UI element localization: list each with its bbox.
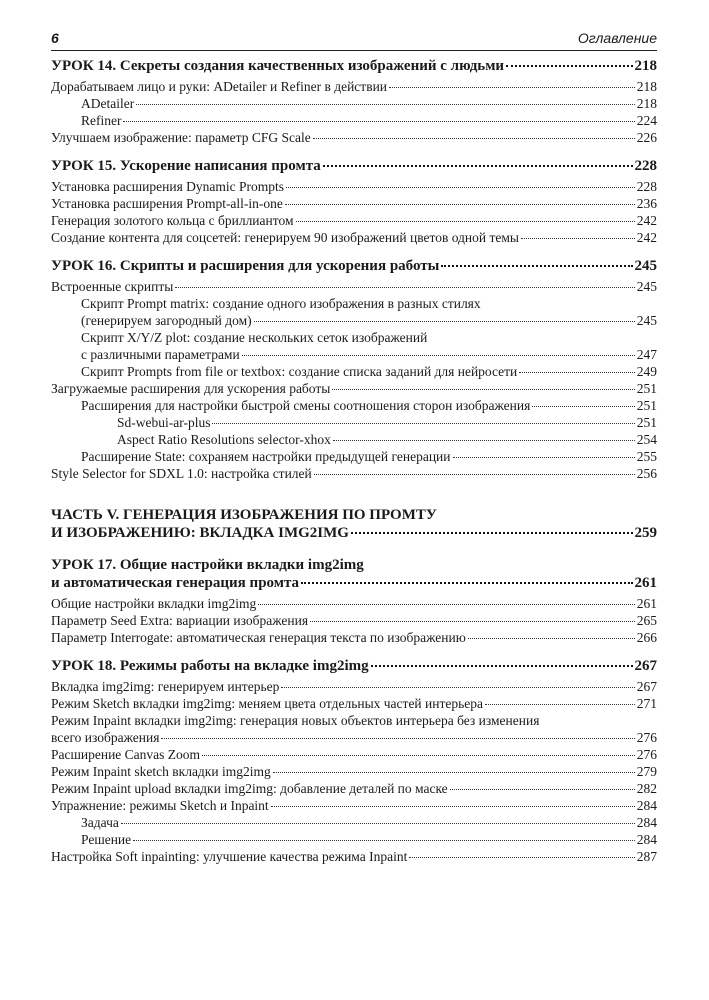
toc-entry xyxy=(51,612,657,629)
page-header xyxy=(51,30,657,50)
toc-entry-text: Параметр Seed Extra: вариации изображения xyxy=(51,613,309,628)
toc-entry-page: 256 xyxy=(636,466,657,481)
toc-entry-text: (генерируем загородный дом) xyxy=(81,313,252,328)
dot-leader xyxy=(333,440,635,441)
lesson-heading-entry-page: 218 xyxy=(634,58,657,74)
lesson-heading-entry-text: УРОК 18. Режимы работы на вкладке img2img xyxy=(51,658,369,674)
toc-entry-page: 254 xyxy=(636,432,657,447)
dot-leader xyxy=(506,65,632,67)
toc-entry-text: Refiner xyxy=(81,113,122,128)
toc-entry xyxy=(51,178,657,195)
dot-leader xyxy=(313,138,635,139)
dot-leader xyxy=(296,221,635,222)
toc-entry xyxy=(51,431,657,448)
dot-leader xyxy=(123,121,634,122)
lesson-heading xyxy=(51,657,657,675)
toc-entry xyxy=(51,278,657,295)
dot-leader xyxy=(521,238,635,239)
toc-entry xyxy=(51,397,657,414)
part-heading xyxy=(51,506,657,542)
toc-entry-text: Скрипт Prompts from file or textbox: создание списка заданий для нейросети xyxy=(81,364,518,379)
lesson-heading-entry xyxy=(51,257,657,275)
dot-leader xyxy=(212,423,634,424)
lesson-heading-entry-page: 261 xyxy=(634,575,657,591)
lesson-heading xyxy=(51,556,657,592)
toc-entry-text: с различными параметрами xyxy=(81,347,240,362)
toc-lesson xyxy=(51,57,657,146)
toc-entry-text: Задача xyxy=(81,815,119,830)
dot-leader xyxy=(323,165,633,167)
toc-entry-page: 245 xyxy=(636,313,657,328)
toc-entry-page: 261 xyxy=(636,596,657,611)
toc-entry-page: 249 xyxy=(636,364,657,379)
toc-lesson xyxy=(51,257,657,482)
toc-entry-page: 276 xyxy=(636,730,657,745)
toc-entry xyxy=(51,678,657,695)
toc-entry xyxy=(51,448,657,465)
toc-entry xyxy=(51,380,657,397)
lesson-heading-entry xyxy=(51,574,657,592)
toc-entry xyxy=(51,229,657,246)
toc-entry-text: Настройка Soft inpainting: улучшение качества режима Inpaint xyxy=(51,849,408,864)
toc-entry-text: Режим Inpaint sketch вкладки img2img xyxy=(51,764,271,779)
part-heading-entry-text: И ИЗОБРАЖЕНИЮ: ВКЛАДКА IMG2IMG xyxy=(51,525,349,541)
toc-entry xyxy=(51,346,657,363)
toc-entry-text: всего изображения xyxy=(51,730,160,745)
lesson-heading xyxy=(51,157,657,175)
part-heading-entry-page: 259 xyxy=(634,525,657,541)
dot-leader xyxy=(332,389,634,390)
toc-entry xyxy=(51,465,657,482)
toc-entry-page: 251 xyxy=(636,415,657,430)
lesson-heading-entry-page: 228 xyxy=(634,158,657,174)
dot-leader xyxy=(468,638,635,639)
toc-entry-page: 284 xyxy=(636,815,657,830)
toc-entry-text: Режим Sketch вкладки img2img: меняем цвета отдельных частей интерьера xyxy=(51,696,484,711)
part-heading-entry xyxy=(51,524,657,542)
dot-leader xyxy=(254,321,635,322)
lesson-heading-entry-page: 267 xyxy=(634,658,657,674)
toc-entry-page: 284 xyxy=(636,832,657,847)
toc-entry-page: 224 xyxy=(636,113,657,128)
toc-part xyxy=(51,506,657,542)
lesson-heading-entry xyxy=(51,57,657,75)
toc-entry-page: 218 xyxy=(636,79,657,94)
toc-entry-text: Решение xyxy=(81,832,132,847)
dot-leader xyxy=(409,857,634,858)
dot-leader xyxy=(450,789,635,790)
toc-entry-page: 228 xyxy=(636,179,657,194)
toc-entry-text: Загружаемые расширения для ускорения работы xyxy=(51,381,331,396)
dot-leader xyxy=(136,104,635,105)
toc-entry-text: Расширение Canvas Zoom xyxy=(51,747,201,762)
toc-entry-text: Улучшаем изображение: параметр CFG Scale xyxy=(51,130,311,145)
toc-entry xyxy=(51,763,657,780)
toc-entry-text: Режим Inpaint upload вкладки img2img: добавление деталей по маске xyxy=(51,781,448,796)
lesson-heading-entry xyxy=(51,157,657,175)
toc-entry-line: Скрипт X/Y/Z plot: создание нескольких сеток изображений xyxy=(81,330,428,345)
dot-leader xyxy=(175,287,634,288)
toc-entry-page: 218 xyxy=(636,96,657,111)
dot-leader xyxy=(271,806,635,807)
dot-leader xyxy=(453,457,635,458)
toc-entry-text: Style Selector for SDXL 1.0: настройка стилей xyxy=(51,466,312,481)
dot-leader xyxy=(519,372,634,373)
toc-entry-text: Установка расширения Dynamic Prompts xyxy=(51,179,285,194)
header-rule xyxy=(51,50,657,51)
toc-entry-text: ADetailer xyxy=(81,96,135,111)
dot-leader xyxy=(301,582,632,584)
toc-entry-text: Создание контента для соцсетей: генерируем 90 изображений цветов одной темы xyxy=(51,230,520,245)
dot-leader xyxy=(532,406,634,407)
toc-entry-page: 245 xyxy=(636,279,657,294)
toc-entry-text: Установка расширения Prompt-all-in-one xyxy=(51,196,283,211)
toc-entry-text: Расширения для настройки быстрой смены соотношения сторон изображения xyxy=(81,398,531,413)
toc-entry-page: 284 xyxy=(636,798,657,813)
toc-entry xyxy=(51,363,657,380)
toc-entry xyxy=(51,797,657,814)
lesson-heading-entry-text: УРОК 14. Секреты создания качественных изображений с людьми xyxy=(51,58,505,74)
toc-entry-text: Встроенные скрипты xyxy=(51,279,174,294)
toc-entry xyxy=(51,848,657,865)
dot-leader xyxy=(389,87,635,88)
toc-entry-page: 282 xyxy=(636,781,657,796)
toc-entry-text: Расширение State: сохраняем настройки предыдущей генерации xyxy=(81,449,451,464)
dot-leader xyxy=(202,755,635,756)
toc-entry-text: Aspect Ratio Resolutions selector-xhox xyxy=(117,432,331,447)
toc-entry-page: 242 xyxy=(636,213,657,228)
toc-entry-page: 251 xyxy=(636,381,657,396)
dot-leader xyxy=(242,355,635,356)
toc-entry-page: 236 xyxy=(636,196,657,211)
toc-entry xyxy=(51,212,657,229)
toc-entry-page: 271 xyxy=(636,696,657,711)
toc-entry-page: 287 xyxy=(636,849,657,864)
toc-entry-page: 251 xyxy=(636,398,657,413)
toc-entry xyxy=(51,729,657,746)
dot-leader xyxy=(258,604,635,605)
dot-leader xyxy=(441,265,632,267)
toc-entry xyxy=(51,312,657,329)
toc-entry-page: 247 xyxy=(636,347,657,362)
lesson-heading-entry-text: УРОК 15. Ускорение написания промта xyxy=(51,158,321,174)
toc-entry-text: Дорабатываем лицо и руки: ADetailer и Refiner в действии xyxy=(51,79,388,94)
page-number: 6 xyxy=(51,30,59,46)
toc-entry-line: Режим Inpaint вкладки img2img: генерация новых объектов интерьера без изменения xyxy=(51,713,540,728)
toc-entry-text: Упражнение: режимы Sketch и Inpaint xyxy=(51,798,269,813)
dot-leader xyxy=(285,204,635,205)
toc-lesson xyxy=(51,157,657,246)
toc-entry xyxy=(51,595,657,612)
dot-leader xyxy=(286,187,635,188)
toc-entry-text: Параметр Interrogate: автоматическая генерация текста по изображению xyxy=(51,630,466,645)
toc-entry-text: Sd-webui-ar-plus xyxy=(117,415,211,430)
toc-entry xyxy=(51,95,657,112)
toc-entry-page: 226 xyxy=(636,130,657,145)
toc-entry-line: Скрипт Prompt matrix: создание одного изображения в разных стилях xyxy=(81,296,481,311)
toc-lesson xyxy=(51,657,657,865)
dot-leader xyxy=(281,687,634,688)
toc-entry-text: Общие настройки вкладки img2img xyxy=(51,596,257,611)
dot-leader xyxy=(314,474,635,475)
toc-entry-page: 279 xyxy=(636,764,657,779)
toc-entry xyxy=(51,629,657,646)
dot-leader xyxy=(310,621,635,622)
dot-leader xyxy=(351,532,633,534)
dot-leader xyxy=(273,772,635,773)
lesson-heading-entry xyxy=(51,657,657,675)
toc-entry xyxy=(51,78,657,95)
dot-leader xyxy=(133,840,635,841)
dot-leader xyxy=(161,738,634,739)
toc-lesson xyxy=(51,556,657,646)
table-of-contents xyxy=(51,57,657,876)
lesson-heading xyxy=(51,57,657,75)
lesson-heading-entry-page: 245 xyxy=(634,258,657,274)
dot-leader xyxy=(121,823,635,824)
toc-entry-page: 276 xyxy=(636,747,657,762)
lesson-heading xyxy=(51,257,657,275)
toc-entry-page: 242 xyxy=(636,230,657,245)
toc-entry xyxy=(51,746,657,763)
lesson-heading-line: УРОК 17. Общие настройки вкладки img2img xyxy=(51,557,364,573)
toc-entry-page: 265 xyxy=(636,613,657,628)
lesson-heading-entry-text: УРОК 16. Скрипты и расширения для ускорения работы xyxy=(51,258,440,274)
toc-entry xyxy=(51,695,657,712)
toc-entry xyxy=(51,112,657,129)
toc-entry xyxy=(51,414,657,431)
lesson-heading-entry-text: и автоматическая генерация промта xyxy=(51,575,300,591)
part-heading-line: ЧАСТЬ V. ГЕНЕРАЦИЯ ИЗОБРАЖЕНИЯ ПО ПРОМТУ xyxy=(51,507,437,523)
toc-entry xyxy=(51,814,657,831)
dot-leader xyxy=(371,665,633,667)
running-title: Оглавление xyxy=(577,30,657,46)
toc-entry xyxy=(51,780,657,797)
toc-entry xyxy=(51,129,657,146)
toc-entry-text: Генерация золотого кольца с бриллиантом xyxy=(51,213,294,228)
toc-entry-page: 267 xyxy=(636,679,657,694)
toc-entry xyxy=(51,195,657,212)
toc-entry xyxy=(51,831,657,848)
dot-leader xyxy=(485,704,635,705)
toc-entry-text: Вкладка img2img: генерируем интерьер xyxy=(51,679,280,694)
toc-entry-page: 266 xyxy=(636,630,657,645)
toc-entry-page: 255 xyxy=(636,449,657,464)
